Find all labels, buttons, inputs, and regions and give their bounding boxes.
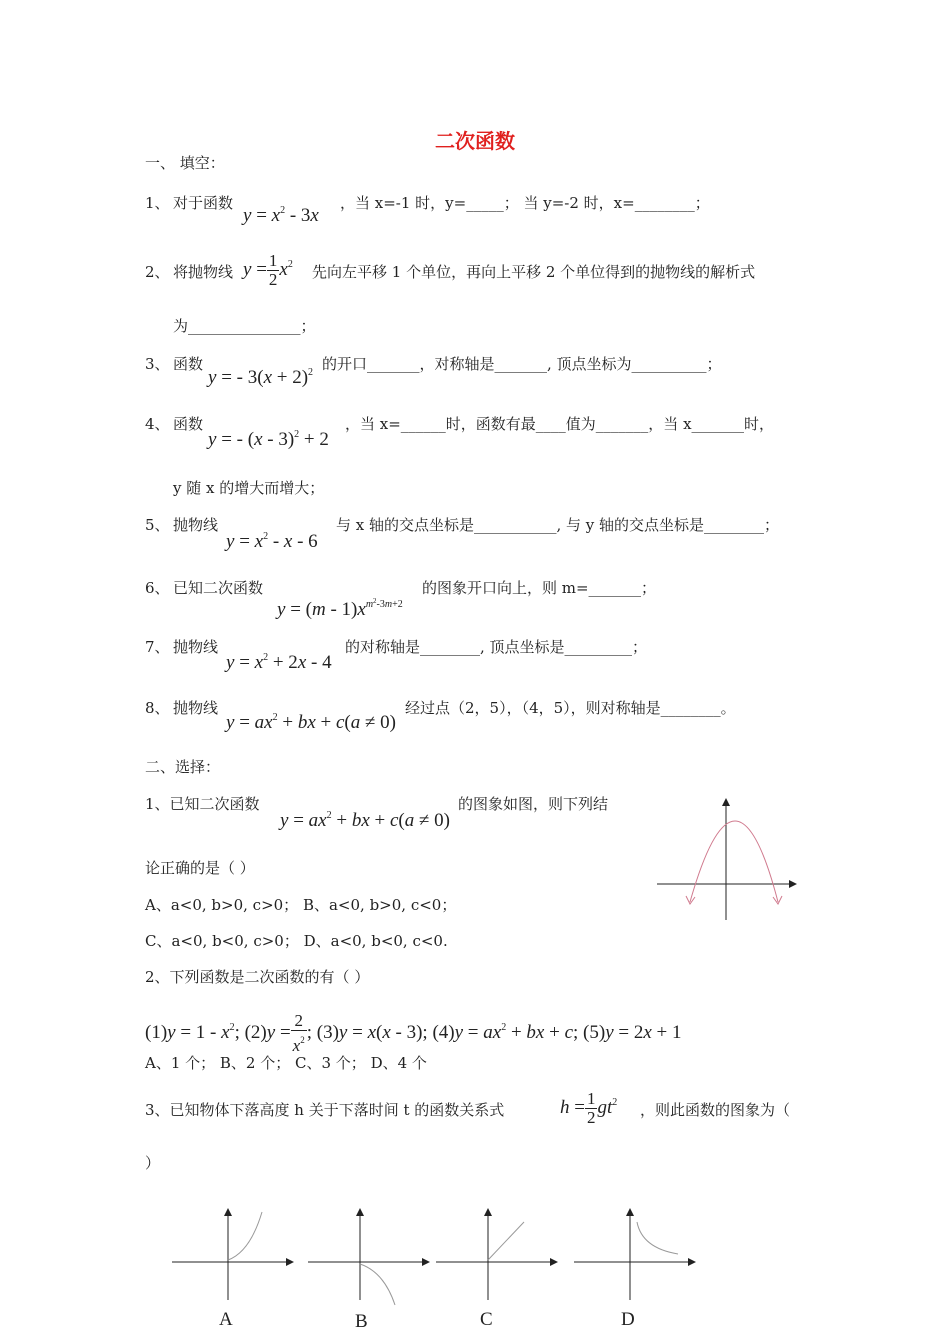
c1-parabola-figure [657, 800, 795, 920]
c1-options-ab: A、a<0, b>0, c>0； B、a<0, b>0, c<0； [145, 896, 457, 914]
q4-prefix: 函数 [173, 415, 204, 433]
q3-number: 3、 [145, 355, 170, 373]
q1-number: 1、 [145, 194, 170, 212]
q7-number: 7、 [145, 638, 170, 656]
q6-formula: $y = (m - 1)x^{m^2-3m+2}$ [277, 597, 403, 620]
q3-prefix: 函数 [173, 355, 204, 373]
graph-label-c: C [480, 1309, 493, 1330]
q3-suffix: 的开口_______，对称轴是_______, 顶点坐标为__________； [322, 355, 722, 373]
section1-heading: 一、 填空： [145, 154, 225, 172]
q8-suffix: 经过点（2，5），（4，5），则对称轴是________。 [405, 699, 736, 717]
q4-line2: y 随 x 的增大而增大； [173, 479, 325, 497]
q5-suffix: 与 x 轴的交点坐标是___________, 与 y 轴的交点坐标是________； [336, 516, 780, 534]
q2-number: 2、 [145, 263, 170, 281]
q6-prefix: 已知二次函数 [173, 579, 264, 597]
graph-c [436, 1210, 556, 1300]
q1-prefix: 对于函数 [173, 194, 234, 212]
q6-number: 6、 [145, 579, 170, 597]
section2-heading: 二、选择： [145, 758, 221, 776]
c3-line2: ） [145, 1154, 161, 1172]
c1-line2: 论正确的是（ ） [145, 859, 255, 877]
c3-prefix: 3、已知物体下落高度 h 关于下落时间 t 的函数关系式 [145, 1101, 505, 1119]
c3-formula: h = $\frac{1}{2}$ $gt^2$ [560, 1089, 618, 1127]
q8-formula: $y = ax^2$ + bx + c(a ≠ 0) [226, 712, 396, 733]
graph-d [574, 1210, 694, 1300]
q5-number: 5、 [145, 516, 170, 534]
q8-prefix: 抛物线 [173, 699, 219, 717]
q5-formula: $y = x^2 - x - 6$ [226, 531, 318, 552]
c1-suffix: 的图象如图，则下列结 [458, 795, 609, 813]
q7-prefix: 抛物线 [173, 638, 219, 656]
q2-line2: 为_______________； [173, 317, 316, 335]
q1-formula: $y = x^2 - 3x$ [243, 205, 319, 226]
q7-suffix: 的对称轴是________, 顶点坐标是_________； [345, 638, 648, 656]
q5-prefix: 抛物线 [173, 516, 219, 534]
q4-suffix: ，当 x=______时，函数有最____值为_______，当 x_______时， [345, 415, 775, 433]
q2-formula: y = $\frac{1}{2}$ $x^2$ [243, 251, 293, 289]
graph-label-b: B [355, 1311, 368, 1332]
graph-label-d: D [621, 1309, 635, 1330]
c1-prefix: 1、已知二次函数 [145, 795, 260, 813]
q4-number: 4、 [145, 415, 170, 433]
graph-b [308, 1210, 428, 1305]
c1-options-cd: C、a<0, b<0, c>0； D、a<0, b<0, c<0. [145, 932, 448, 950]
c2-formula: $(1)y = 1 - x^2$; (2)y = $\frac{2}{x^2}$ ; (3)y = x(x - 3); $(4)y = ax^2$ + bx + c; (5)y = 2x + 1 [145, 1011, 682, 1055]
q1-suffix: ，当 x=-1 时，y=_____； 当 y=-2 时，x=________； [340, 194, 710, 212]
page-title: 二次函数 [435, 129, 515, 153]
q7-formula: $y = x^2 + 2x - 4$ [226, 652, 332, 673]
graph-label-a: A [219, 1309, 233, 1330]
q4-formula: y = - (x - 3)$^2$ + 2 [208, 429, 329, 450]
q2-prefix: 将抛物线 [173, 263, 234, 281]
c1-formula: $y = ax^2$ + bx + c(a ≠ 0) [280, 810, 450, 831]
q6-suffix: 的图象开口向上，则 m=_______； [422, 579, 657, 597]
c2-stem: 2、下列函数是二次函数的有（ ） [145, 968, 370, 986]
c2-options: A、1 个； B、2 个； C、3 个； D、4 个 [145, 1054, 427, 1072]
graph-a [172, 1210, 292, 1300]
c3-suffix: ，则此函数的图象为（ [640, 1101, 791, 1119]
q3-formula: y = - $3(x + 2)^2$ [208, 367, 314, 388]
q2-suffix: 先向左平移 1 个单位，再向上平移 2 个单位得到的抛物线的解析式 [312, 263, 756, 281]
q8-number: 8、 [145, 699, 170, 717]
